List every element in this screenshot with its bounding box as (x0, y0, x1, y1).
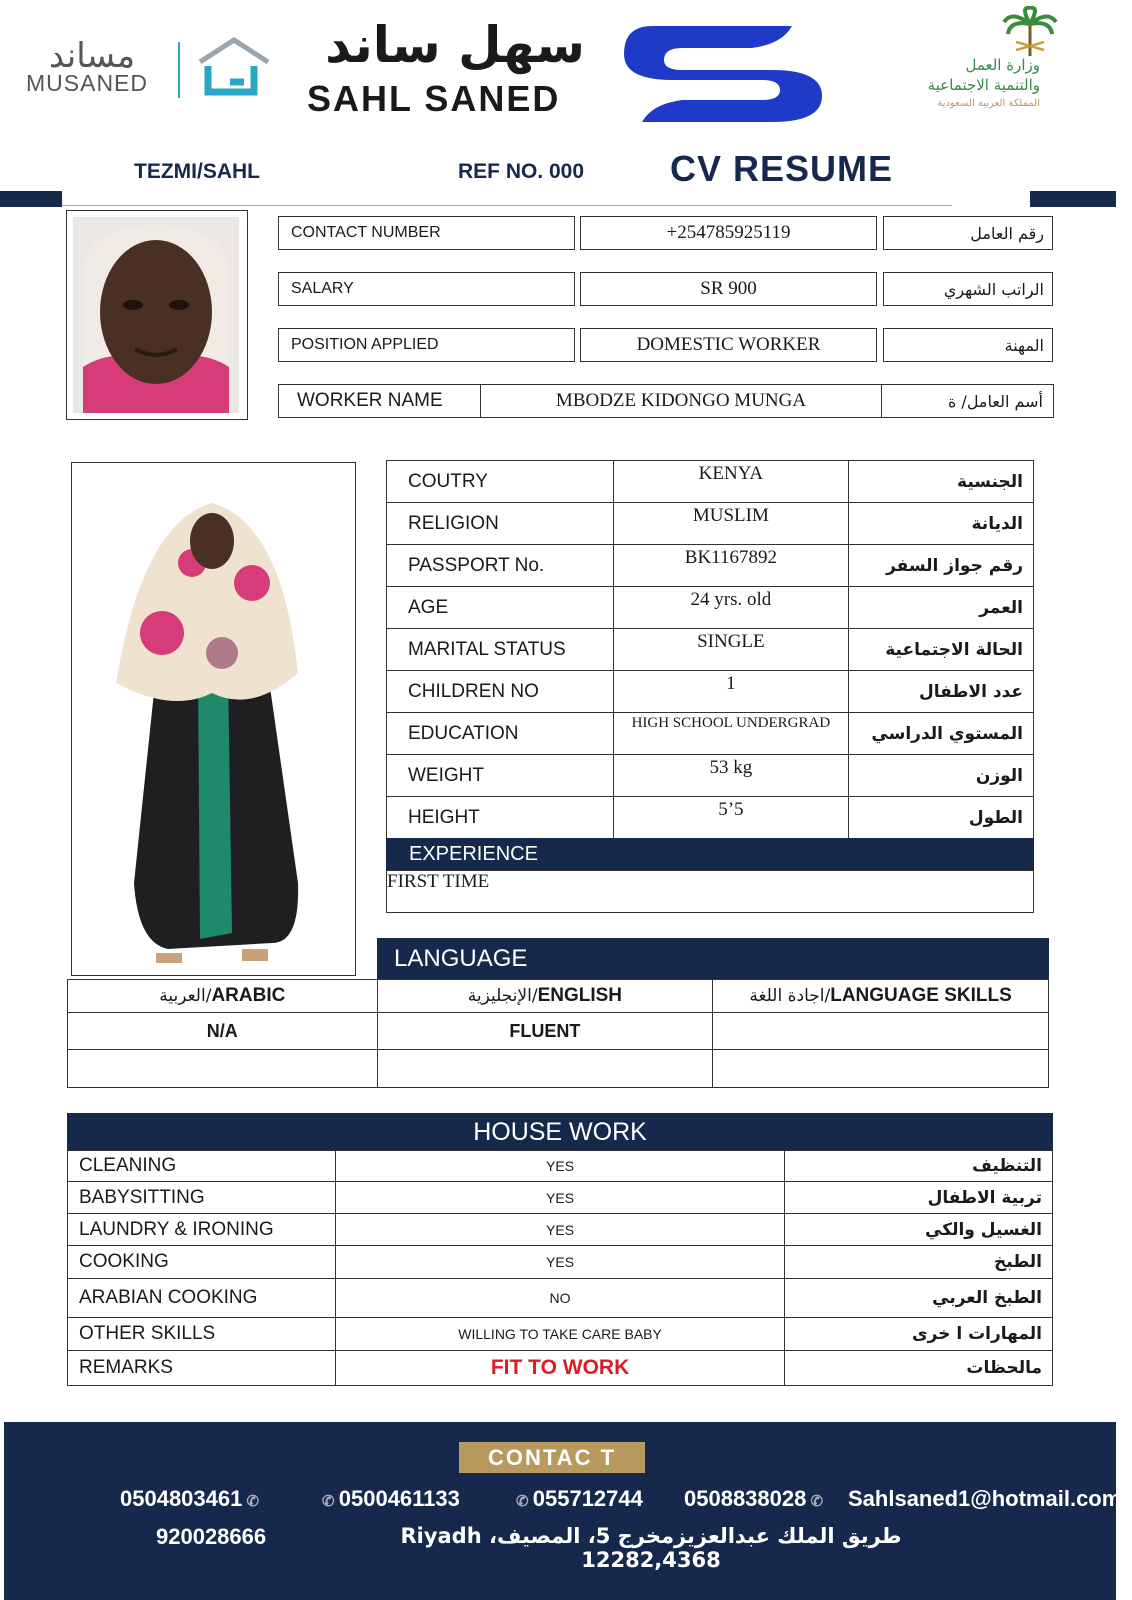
housework-value: YES (335, 1151, 784, 1182)
language-header-skills: اجادة اللغة/LANGUAGE SKILLS (713, 980, 1049, 1013)
housework-label: COOKING (68, 1246, 336, 1279)
detail-label: WEIGHT (387, 755, 614, 797)
detail-label: COUTRY (387, 461, 614, 503)
experience-box (386, 870, 1034, 913)
footer-contact-label: CONTAC T (459, 1442, 645, 1473)
detail-label: PASSPORT No. (387, 545, 614, 587)
palm-emblem-icon (1002, 6, 1058, 58)
detail-value: MUSLIM (613, 503, 849, 545)
footer-phone-4: 0508838028 ✆ (684, 1486, 824, 1511)
footer-contact-bar (4, 1422, 1122, 1600)
detail-label-ar: عدد الاطفال (849, 671, 1034, 713)
detail-label-ar: الجنسية (849, 461, 1034, 503)
footer-phone-1: 0504803461 ✆ (120, 1486, 260, 1511)
housework-header (67, 1113, 1053, 1151)
title-bar-right-accent (1030, 191, 1116, 207)
sahl-arabic: سهل ساند (325, 16, 585, 74)
housework-row (68, 1182, 1053, 1214)
detail-value: 1 (613, 671, 849, 713)
detail-label: EDUCATION (387, 713, 614, 755)
housework-value: YES (335, 1182, 784, 1214)
housework-label-ar: الطبخ (785, 1246, 1053, 1279)
housework-row (68, 1318, 1053, 1351)
detail-value: 5’5 (613, 797, 849, 839)
phone-icon: ✆ (242, 1493, 260, 1510)
housework-value: NO (335, 1279, 784, 1318)
language-skills-level (713, 1013, 1049, 1050)
experience-value: FIRST TIME (387, 871, 490, 892)
footer-phone-3: ✆ 055712744 (516, 1486, 643, 1511)
experience-header (386, 838, 1034, 870)
detail-label-ar: الطول (849, 797, 1034, 839)
experience-title: EXPERIENCE (409, 842, 538, 865)
phone-icon: ✆ (516, 1493, 533, 1510)
housework-table (67, 1150, 1053, 1386)
housework-value: WILLING TO TAKE CARE BABY (335, 1318, 784, 1351)
housework-label: BABYSITTING (68, 1182, 336, 1214)
language-english-level: FLUENT (377, 1013, 713, 1050)
housework-row (68, 1351, 1053, 1386)
housework-label: ARABIAN COOKING (68, 1279, 336, 1318)
housework-label-ar: التنظيف (785, 1151, 1053, 1182)
musaned-arabic: مساند (48, 36, 136, 76)
language-empty-cell (713, 1050, 1049, 1088)
remarks-value: FIT TO WORK (335, 1351, 784, 1386)
worker-name-label-ar: أسم العامل/ ة (881, 384, 1054, 418)
musaned-logo (24, 36, 274, 100)
phone-icon: ✆ (322, 1493, 339, 1510)
language-table (67, 979, 1049, 1088)
headshot-portrait-icon (73, 217, 239, 413)
housework-title: HOUSE WORK (473, 1117, 647, 1146)
agency-code: TEZMI/SAHL (134, 160, 260, 183)
position-applied-label: POSITION APPLIED (278, 328, 575, 362)
detail-label: CHILDREN NO (387, 671, 614, 713)
housework-row (68, 1279, 1053, 1318)
housework-label: LAUNDRY & IRONING (68, 1214, 336, 1246)
detail-label: RELIGION (387, 503, 614, 545)
ministry-line1: وزارة العمل (965, 56, 1040, 74)
detail-label-ar: الحالة الاجتماعية (849, 629, 1034, 671)
contact-number-value: +254785925119 (580, 216, 877, 250)
housework-label-ar: الطبخ العربي (785, 1279, 1053, 1318)
reference-number: REF NO. 000 (458, 160, 585, 183)
detail-value: BK1167892 (613, 545, 849, 587)
footer-email[interactable]: Sahlsaned1@hotmail.com (848, 1486, 1122, 1511)
sahl-saned-wordmark (305, 16, 605, 122)
housework-row (68, 1151, 1053, 1182)
housework-label: CLEANING (68, 1151, 336, 1182)
ministry-line2: والتنمية الاجتماعية (927, 76, 1040, 94)
housework-row (68, 1214, 1053, 1246)
phone-icon: ✆ (806, 1493, 824, 1510)
detail-value: 24 yrs. old (613, 587, 849, 629)
detail-row (387, 755, 1034, 797)
personal-details-table (386, 460, 1034, 839)
detail-value: KENYA (613, 461, 849, 503)
position-applied-label-ar: المهنة (883, 328, 1053, 362)
full-body-portrait-icon (72, 463, 354, 973)
detail-label: HEIGHT (387, 797, 614, 839)
housework-row (68, 1246, 1053, 1279)
detail-label: MARITAL STATUS (387, 629, 614, 671)
title-bar-rule (62, 205, 952, 206)
salary-label-ar: الراتب الشهري (883, 272, 1053, 306)
detail-label-ar: الديانة (849, 503, 1034, 545)
ministry-logo (890, 6, 1060, 116)
housework-label: OTHER SKILLS (68, 1318, 336, 1351)
housework-label-ar: مالحظات (785, 1351, 1053, 1386)
housework-value: YES (335, 1214, 784, 1246)
language-header (377, 938, 1049, 980)
language-arabic-level: N/A (68, 1013, 378, 1050)
detail-label: AGE (387, 587, 614, 629)
worker-name-value: MBODZE KIDONGO MUNGA (480, 384, 882, 418)
page-title: CV RESUME (670, 148, 894, 189)
title-bar-left-accent (0, 191, 62, 207)
housework-label: REMARKS (68, 1351, 336, 1386)
musaned-house-icon (194, 32, 274, 100)
worker-full-body-photo (71, 462, 356, 976)
language-empty-cell (68, 1050, 378, 1088)
detail-row (387, 461, 1034, 503)
language-title: LANGUAGE (394, 945, 528, 972)
detail-value: HIGH SCHOOL UNDERGRAD (613, 713, 849, 755)
footer-address: طريق الملك عبدالعزيزمخرج 5، المصيف، Riyadh 12282,4368 (400, 1524, 902, 1572)
housework-label-ar: الغسيل والكي (785, 1214, 1053, 1246)
ministry-line3: المملكة العربية السعودية (937, 98, 1040, 109)
position-applied-value: DOMESTIC WORKER (580, 328, 877, 362)
detail-value: 53 kg (613, 755, 849, 797)
musaned-english: MUSANED (26, 70, 149, 96)
detail-value: SINGLE (613, 629, 849, 671)
salary-value: SR 900 (580, 272, 877, 306)
housework-value: YES (335, 1246, 784, 1279)
salary-label: SALARY (278, 272, 575, 306)
footer-phone-toll: 920028666 (156, 1524, 267, 1549)
detail-label-ar: الوزن (849, 755, 1034, 797)
worker-headshot-photo (66, 210, 248, 420)
contact-number-label: CONTACT NUMBER (278, 216, 575, 250)
detail-row (387, 797, 1034, 839)
detail-label-ar: المستوي الدراسي (849, 713, 1034, 755)
language-header-english: الإنجليزية/ENGLISH (377, 980, 713, 1013)
sahl-saned-logo-icon (622, 24, 826, 124)
detail-row (387, 671, 1034, 713)
footer-phone-2: ✆ 0500461133 (322, 1486, 460, 1511)
detail-row (387, 545, 1034, 587)
housework-label-ar: تربية الاطفال (785, 1182, 1053, 1214)
language-empty-cell (377, 1050, 713, 1088)
worker-name-label: WORKER NAME (278, 384, 481, 418)
detail-row (387, 587, 1034, 629)
detail-row (387, 713, 1034, 755)
detail-row (387, 503, 1034, 545)
language-header-arabic: العربية/ARABIC (68, 980, 378, 1013)
sahl-english: SAHL SANED (307, 78, 561, 119)
housework-label-ar: المهارات ا خرى (785, 1318, 1053, 1351)
detail-label-ar: العمر (849, 587, 1034, 629)
detail-row (387, 629, 1034, 671)
contact-number-label-ar: رقم العامل (883, 216, 1053, 250)
detail-label-ar: رقم جواز السفر (849, 545, 1034, 587)
